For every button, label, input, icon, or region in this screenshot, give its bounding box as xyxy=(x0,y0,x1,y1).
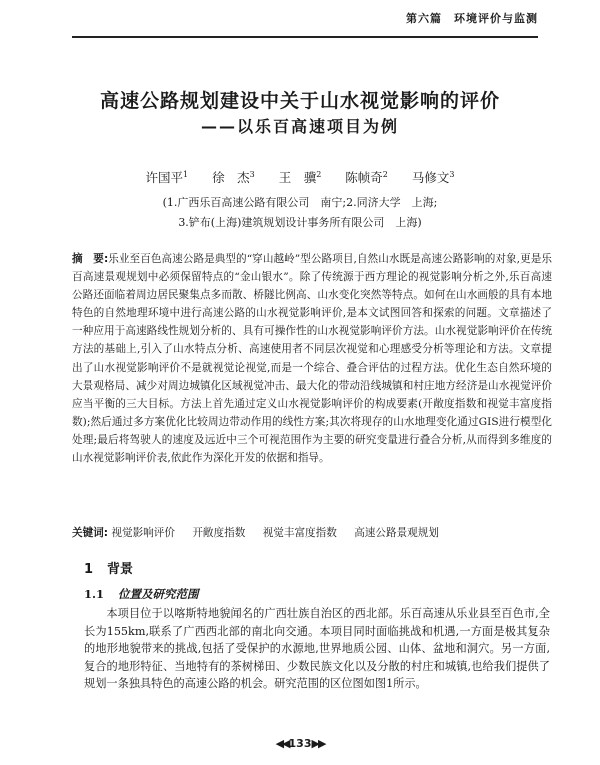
subsection-title: 位置及研究范围 xyxy=(118,587,199,601)
author: 陈帧奇$^2$ xyxy=(345,169,388,185)
section-heading xyxy=(84,558,133,577)
ornament-left-icon: ◀◀ xyxy=(275,737,289,750)
author: 马修文$^3$ xyxy=(411,169,455,185)
abstract-text: 乐业至百色高速公路是典型的“穿山越岭”型公路项目,自然山水既是高速公路影响的对象,更是乐百高速景观规划中必须保留特点的“金山银水”。除了传统源于西方理论的视觉影响分析之外,乐百高速公路还面临着周边居民聚集点多而散、桥隧比例高、山水变化突然等特点。如何在山水画般的具有本地特色的自然地理环境中进行高速公路的山水视觉影响评价,是本文试图回答和探索的问题。文章描述了一种应用于高速路线性规划分析的、具有可操作性的山水视觉影响评价方法。山水视觉影响评价在传统方法的基础上,引入了山水特点分析、高速使用者不同层次视觉和心理感受分析等理论和方法。文章提出了山水视觉影响评价不是就视觉论视觉,而是一个综合、叠合评估的过程方法。优化生态自然环境的大景观格局、减少对周边城镇化区域视觉冲击、最大化的带动沿线城镇和村庄地方经济是山水视觉评价应当平衡的三大目标。方法上首先通过定义山水视觉影响评价的构成要素(开敞度指数和视觉丰富度指数);然后通过多方案优化比较周边带动作用的线性方案;其次将现存的山水地理变化通过GIS进行模型化处理;最后将驾驶人的速度及远近中三个可视范围作为主要的研究变量进行叠合分析,从而得到多维度的山水视觉影响评价表,依此作为深化开发的依据和指导。 xyxy=(72,253,552,465)
abstract xyxy=(72,250,552,467)
affiliation-line-1: (1.广西乐百高速公路有限公司 南宁;2.同济大学 上海; xyxy=(162,196,438,209)
page-number-value: 133 xyxy=(288,737,312,750)
keywords-label: 关键词: xyxy=(72,527,109,539)
author-list xyxy=(0,168,600,186)
keyword: 开敞度指数 xyxy=(192,527,246,539)
author: 许国平$^1$ xyxy=(145,169,189,185)
affiliation-line-2: 3.铲布(上海)建筑规划设计事务所有限公司 上海) xyxy=(178,216,422,229)
keywords xyxy=(72,524,562,542)
author: 徐 杰$^3$ xyxy=(212,169,255,185)
section-title: 背景 xyxy=(107,562,134,577)
subsection-number: 1.1 xyxy=(84,587,105,601)
paper-subtitle: ——以乐百高速项目为例 xyxy=(200,117,399,136)
body-paragraph xyxy=(84,605,550,693)
ornament-right-icon: ▶▶ xyxy=(311,737,325,750)
paper-title: 高速公路规划建设中关于山水视觉影响的评价 xyxy=(99,90,500,112)
running-header xyxy=(72,6,538,38)
author: 王 骥$^2$ xyxy=(278,169,322,185)
subsection-heading xyxy=(84,586,199,602)
running-header-text: 第六篇 环境评价与监测 xyxy=(406,12,538,25)
page-number xyxy=(0,737,600,750)
paragraph-text: 本项目位于以喀斯特地貌闻名的广西壮族自治区的西北部。乐百高速从乐业县至百色市,全长为155km,联系了广西西北部的南北向交通。本项目同时面临挑战和机遇,一方面是极其复杂的地形地貌带来的挑战,包括了受保护的水源地,世界地质公园、山体、盆地和洞穴。另一方面,复合的地形特征、当地特有的茶树梯田、少数民族文化以及分散的村庄和城镇,也给我们提供了规划一条独具特色的高速公路的机会。研究范围的区位图如图1所示。 xyxy=(84,607,550,691)
keyword: 视觉丰富度指数 xyxy=(262,527,337,539)
section-number: 1 xyxy=(84,562,94,577)
keyword: 视觉影响评价 xyxy=(111,527,175,539)
keyword: 高速公路景观规划 xyxy=(354,527,439,539)
abstract-label: 摘 要: xyxy=(72,253,109,265)
